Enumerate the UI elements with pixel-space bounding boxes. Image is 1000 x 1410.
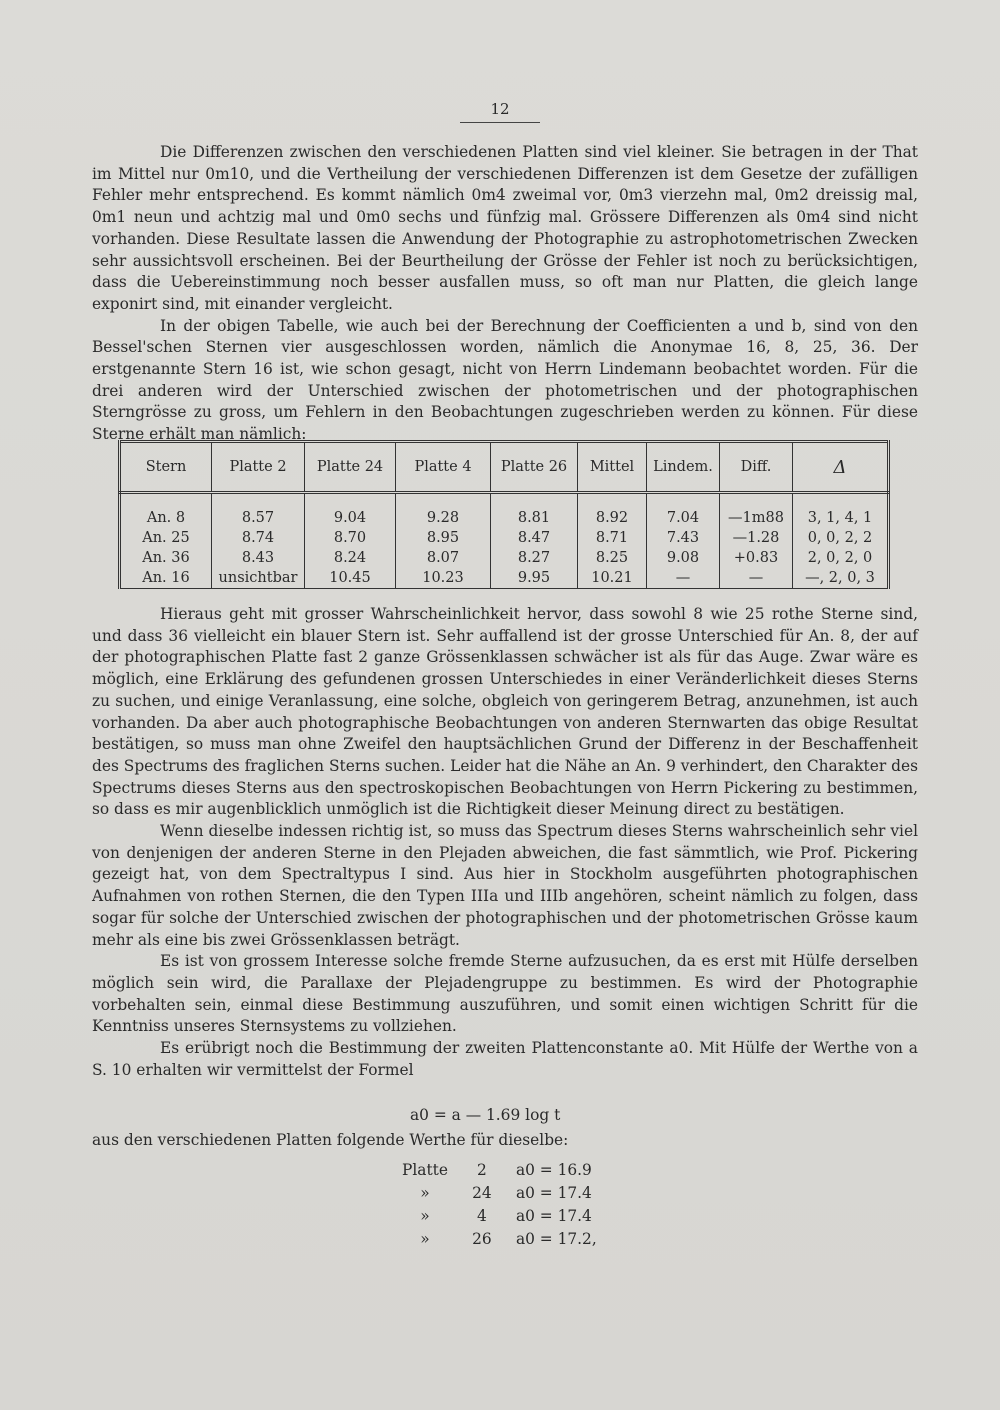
table-cell: 8.24 <box>305 548 396 568</box>
col-header-delta: Δ <box>793 442 889 493</box>
paragraph-4: Wenn dieselbe indessen richtig ist, so muss das Spectrum dieses Sterns wahrscheinlich sehr viel von denjenigen der anderen Sterne in den Plejaden abweichen, die fast sämmtlich, wie Prof. Pickering gezeigt hat, von dem Spectraltypus I sind. Aus hier in Stockholm ausgeführten photographischen Aufnahmen von rothen Sternen, die den Typen IIIa und IIIb angehören, scheint nämlich zu folgen, dass sogar für solche der Unterschied zwischen der photographischen und der photometrischen Grösse kaum mehr als eine bis zwei Grössenklassen beträgt. <box>92 822 918 949</box>
paragraph-3: Hieraus geht mit grosser Wahrscheinlichkeit hervor, dass sowohl 8 wie 25 rothe Sterne sind, und dass 36 vielleicht ein blauer Stern ist. Sehr auffallend ist der grosse Unterschied für An. 8, der auf der photographischen Platte fast 2 ganze Grössenklassen schwächer ist als für das Auge. Zwar wäre es möglich, eine Erklärung des gefundenen grossen Unterschiedes in einer Veränderlichkeit dieses Sterns zu suchen, und einige Veranlassung, eine solche, obgleich von geringerem Betrag, anzunehmen, ist auch vorhanden. Da aber auch photographische Beobachtungen von anderen Sternwarten das obige Resultat bestätigen, so muss man ohne Zweifel den hauptsächlichen Grund der Differenz in der Beschaffenheit des Spectrums des fraglichen Sterns suchen. Leider hat die Nähe an An. 9 verhindert, den Charakter des Spectrums dieses Sterns aus den spectroskopischen Beobachtungen von Herrn Pickering zu bestimmen, so dass es mir augenblicklich unmöglich ist die Richtigkeit dieser Meinung direct zu bestätigen. <box>92 605 918 819</box>
table-cell: An. 8 <box>120 493 212 529</box>
plate-label: » <box>420 1206 430 1225</box>
table-cell: — <box>720 568 793 589</box>
table-cell: An. 25 <box>120 528 212 548</box>
table-row <box>120 568 889 589</box>
paragraph-1: Die Differenzen zwischen den verschiedenen Platten sind viel kleiner. Sie betragen in der That im Mittel nur 0m10, und die Vertheilung der verschiedenen Differenzen ist dem Gesetze der zufälligen Fehler mehr entsprechend. Es kommt nämlich 0m4 zweimal vor, 0m3 vierzehn mal, 0m2 dreissig mal, 0m1 neun und achtzig mal und 0m0 sechs und fünfzig mal. Grössere Differenzen als 0m4 sind nicht vorhanden. Diese Resultate lassen die Anwendung der Photographie zu astrophotometrischen Zwecken sehr aussichtsvoll erscheinen. Bei der Beurtheilung der Grösse der Fehler ist noch zu berücksichtigen, dass die Uebereinstimmung noch besser ausfallen muss, so oft man nur Platten, die gleich lange exponirt sind, mit einander vergleicht. <box>92 143 918 313</box>
col-header: Stern <box>120 442 212 493</box>
table-cell: 7.04 <box>647 493 720 529</box>
table-cell: 8.47 <box>491 528 578 548</box>
col-header: Platte 26 <box>491 442 578 493</box>
table-row <box>120 493 889 529</box>
paragraph-2: In der obigen Tabelle, wie auch bei der Berechnung der Coefficienten a und b, sind von den Bessel'schen Sternen vier ausgeschlossen worden, nämlich die Anonymae 16, 8, 25, 36. Der erstgenannte Stern 16 ist, wie schon gesagt, nicht von Herrn Lindemann beobachtet worden. Für die drei anderen wird der Unterschied zwischen der photometrischen und der photographischen Sterngrösse zu gross, um Fehlern in den Beobachtungen zugeschrieben werden zu können. Für diese Sterne erhält man nämlich: <box>92 316 918 444</box>
plate-label: Platte <box>402 1160 448 1179</box>
table-cell: 8.92 <box>578 493 647 529</box>
table-cell: 9.28 <box>396 493 491 529</box>
table-header-row <box>120 442 889 493</box>
table-cell: 10.23 <box>396 568 491 589</box>
plate-value: a0 = 17.4 <box>515 1206 592 1225</box>
col-header: Lindem. <box>647 442 720 493</box>
table-cell: —1m88 <box>720 493 793 529</box>
table-cell: 10.21 <box>578 568 647 589</box>
table-cell: 2, 0, 2, 0 <box>793 548 889 568</box>
plate-value: a0 = 17.4 <box>515 1183 592 1202</box>
table-row <box>120 548 889 568</box>
table-cell: 9.08 <box>647 548 720 568</box>
list-item <box>402 1227 636 1250</box>
table-cell: An. 16 <box>120 568 212 589</box>
col-header: Mittel <box>578 442 647 493</box>
paragraph-5: Es ist von grossem Interesse solche fremde Sterne aufzusuchen, da es erst mit Hülfe derselben möglich sein wird, die Parallaxe der Plejadengruppe zu bestimmen. Es wird der Photographie vorbehalten sein, einmal diese Bestimmung auszuführen, und somit einen wichtigen Schritt für die Kenntniss unseres Sternsystems zu vollziehen. <box>92 952 918 1036</box>
table-cell: unsichtbar <box>212 568 305 589</box>
page-number: 12 <box>460 100 540 123</box>
table-cell: 8.70 <box>305 528 396 548</box>
table-cell: 8.07 <box>396 548 491 568</box>
body-text-lower <box>92 604 918 1081</box>
col-header: Platte 24 <box>305 442 396 493</box>
table-cell: 8.57 <box>212 493 305 529</box>
plate-label: » <box>420 1229 430 1248</box>
table-cell: —, 2, 0, 3 <box>793 568 889 589</box>
table-cell: 7.43 <box>647 528 720 548</box>
body-text-upper <box>92 142 918 446</box>
table-cell: 8.81 <box>491 493 578 529</box>
table-cell: An. 36 <box>120 548 212 568</box>
plate-number: 2 <box>477 1160 487 1179</box>
table-row <box>120 528 889 548</box>
table-cell: 8.74 <box>212 528 305 548</box>
formula: a0 = a — 1.69 log t <box>410 1106 561 1124</box>
plate-number: 26 <box>472 1229 492 1248</box>
col-header: Platte 4 <box>396 442 491 493</box>
plate-value: a0 = 16.9 <box>515 1160 592 1179</box>
plate-label: » <box>420 1183 430 1202</box>
list-item <box>402 1204 636 1227</box>
plate-value: a0 = 17.2, <box>515 1229 597 1248</box>
table-cell: — <box>647 568 720 589</box>
list-item <box>402 1181 636 1204</box>
table-cell: —1.28 <box>720 528 793 548</box>
table-cell: 8.71 <box>578 528 647 548</box>
formula-intro-text: aus den verschiedenen Platten folgende Werthe für dieselbe: <box>92 1131 569 1149</box>
table-cell: 0, 0, 2, 2 <box>793 528 889 548</box>
table-cell: +0.83 <box>720 548 793 568</box>
table-cell: 8.25 <box>578 548 647 568</box>
paragraph-6: Es erübrigt noch die Bestimmung der zweiten Plattenconstante a0. Mit Hülfe der Werthe von a S. 10 erhalten wir vermittelst der Formel <box>92 1039 918 1079</box>
list-item <box>402 1158 636 1181</box>
col-header: Platte 2 <box>212 442 305 493</box>
table-cell: 3, 1, 4, 1 <box>793 493 889 529</box>
table-cell: 9.04 <box>305 493 396 529</box>
plate-number: 4 <box>477 1206 487 1225</box>
table-cell: 10.45 <box>305 568 396 589</box>
plate-number: 24 <box>472 1183 492 1202</box>
col-header: Diff. <box>720 442 793 493</box>
magnitude-table <box>118 440 890 589</box>
table-cell: 8.95 <box>396 528 491 548</box>
table-cell: 8.27 <box>491 548 578 568</box>
table-cell: 9.95 <box>491 568 578 589</box>
plate-constant-list <box>402 1158 636 1250</box>
table-cell: 8.43 <box>212 548 305 568</box>
